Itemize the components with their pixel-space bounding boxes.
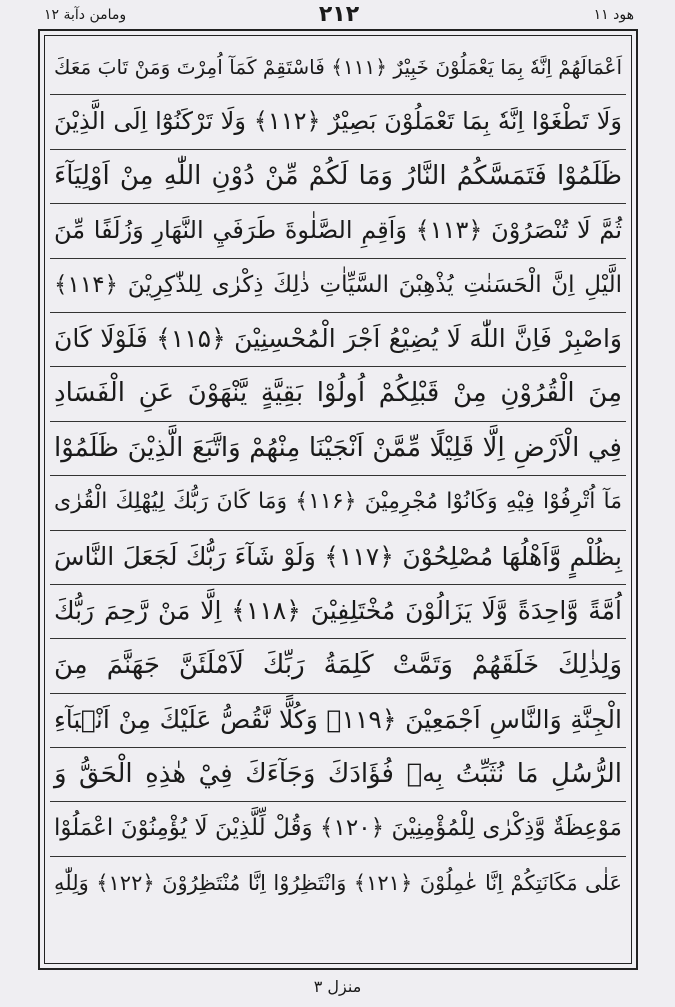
text-line: ظَلَمُوْا فَتَمَسَّكُمُ النَّارُ وَمَا لَكُمْ مِّنْ دُوْنِ اللّٰهِ مِنْ اَوْلِيَآءَ — [50, 150, 626, 204]
text-line: الَّيْلِ اِنَّ الْحَسَنٰتِ يُذْهِبْنَ السَّيِّاٰتِ ذٰلِكَ ذِكْرٰى لِلذّٰكِرِيْنَ ﴿۱۱۴﴾ — [50, 259, 626, 313]
text-line: فِي الْاَرْضِ اِلَّا قَلِيْلًا مِّمَّنْ اَنْجَيْنَا مِنْهُمْ وَاتَّبَعَ الَّذِيْنَ ظَلَمُوْا — [50, 422, 626, 476]
manzil-footer: منزل ٣ — [313, 977, 362, 996]
text-line: وَاصْبِرْ فَاِنَّ اللّٰهَ لَا يُضِيْعُ اَجْرَ الْمُحْسِنِيْنَ ﴿۱۱۵﴾ فَلَوْلَا كَانَ — [50, 313, 626, 367]
text-line: مِنَ الْقُرُوْنِ مِنْ قَبْلِكُمْ اُولُوْا بَقِيَّةٍ يَّنْهَوْنَ عَنِ الْفَسَادِ — [50, 367, 626, 421]
text-line: مَوْعِظَةٌ وَّذِكْرٰى لِلْمُؤْمِنِيْنَ ﴿۱۲۰﴾ وَقُلْ لِّلَّذِيْنَ لَا يُؤْمِنُوْنَ اعْمَلُوْا — [50, 802, 626, 856]
text-line: وَلَا تَطْغَوْا اِنَّهٗ بِمَا تَعْمَلُوْنَ بَصِيْرٌ ﴿۱۱۲﴾ وَلَا تَرْكَنُوْٓا اِلَى الَّذِيْنَ — [50, 95, 626, 149]
page-header — [40, 4, 638, 28]
text-line: بِظُلْمٍ وَّاَهْلُهَا مُصْلِحُوْنَ ﴿۱۱۷﴾ وَلَوْ شَآءَ رَبُّكَ لَجَعَلَ النَّاسَ — [50, 531, 626, 585]
text-line: الْجِنَّةِ وَالنَّاسِ اَجْمَعِيْنَ ﴿۱۱۹﴾ وَكُلًّا نَّقُصُّ عَلَيْكَ مِنْ اَنْۢبَآءِ — [50, 694, 626, 748]
surah-name: هود ١١ — [593, 7, 634, 23]
text-line: عَلٰى مَكَانَتِكُمْ اِنَّا عٰمِلُوْنَ ﴿۱۲۱﴾ وَانْتَظِرُوْا اِنَّا مُنْتَظِرُوْنَ ﴿۱۲۲﴾ وَلِلّٰهِ — [54, 870, 622, 895]
text-line: اَعْمَالَهُمْ اِنَّهٗ بِمَا يَعْمَلُوْنَ خَبِيْرٌ ﴿۱۱۱﴾ فَاسْتَقِمْ كَمَآ اُمِرْتَ وَمَنْ تَابَ مَعَكَ — [50, 41, 626, 95]
text-line: مَآ اُتْرِفُوْا فِيْهِ وَكَانُوْا مُجْرِمِيْنَ ﴿۱۱۶﴾ وَمَا كَانَ رَبُّكَ لِيُهْلِكَ الْقُرٰى — [50, 476, 626, 530]
text-line: اُمَّةً وَّاحِدَةً وَّلَا يَزَالُوْنَ مُخْتَلِفِيْنَ ﴿۱۱۸﴾ اِلَّا مَنْ رَّحِمَ رَبُّكَ — [50, 585, 626, 639]
text-block — [50, 41, 626, 911]
text-line: الرُّسُلِ مَا نُثَبِّتُ بِهٖ فُؤَادَكَ وَجَآءَكَ فِيْ هٰذِهِ الْحَقُّ وَ — [50, 748, 626, 802]
text-line: ثُمَّ لَا تُنْصَرُوْنَ ﴿۱۱۳﴾ وَاَقِمِ الصَّلٰوةَ طَرَفَيِ النَّهَارِ وَزُلَفًا مِّنَ — [50, 204, 626, 258]
text-line: وَلِذٰلِكَ خَلَقَهُمْ وَتَمَّتْ كَلِمَةُ رَبِّكَ لَاَمْلَئَنَّ جَهَنَّمَ مِنَ — [50, 639, 626, 693]
para-name: ومامن دآبة ١٢ — [44, 7, 127, 23]
page-number: ٢١٢ — [318, 2, 360, 27]
